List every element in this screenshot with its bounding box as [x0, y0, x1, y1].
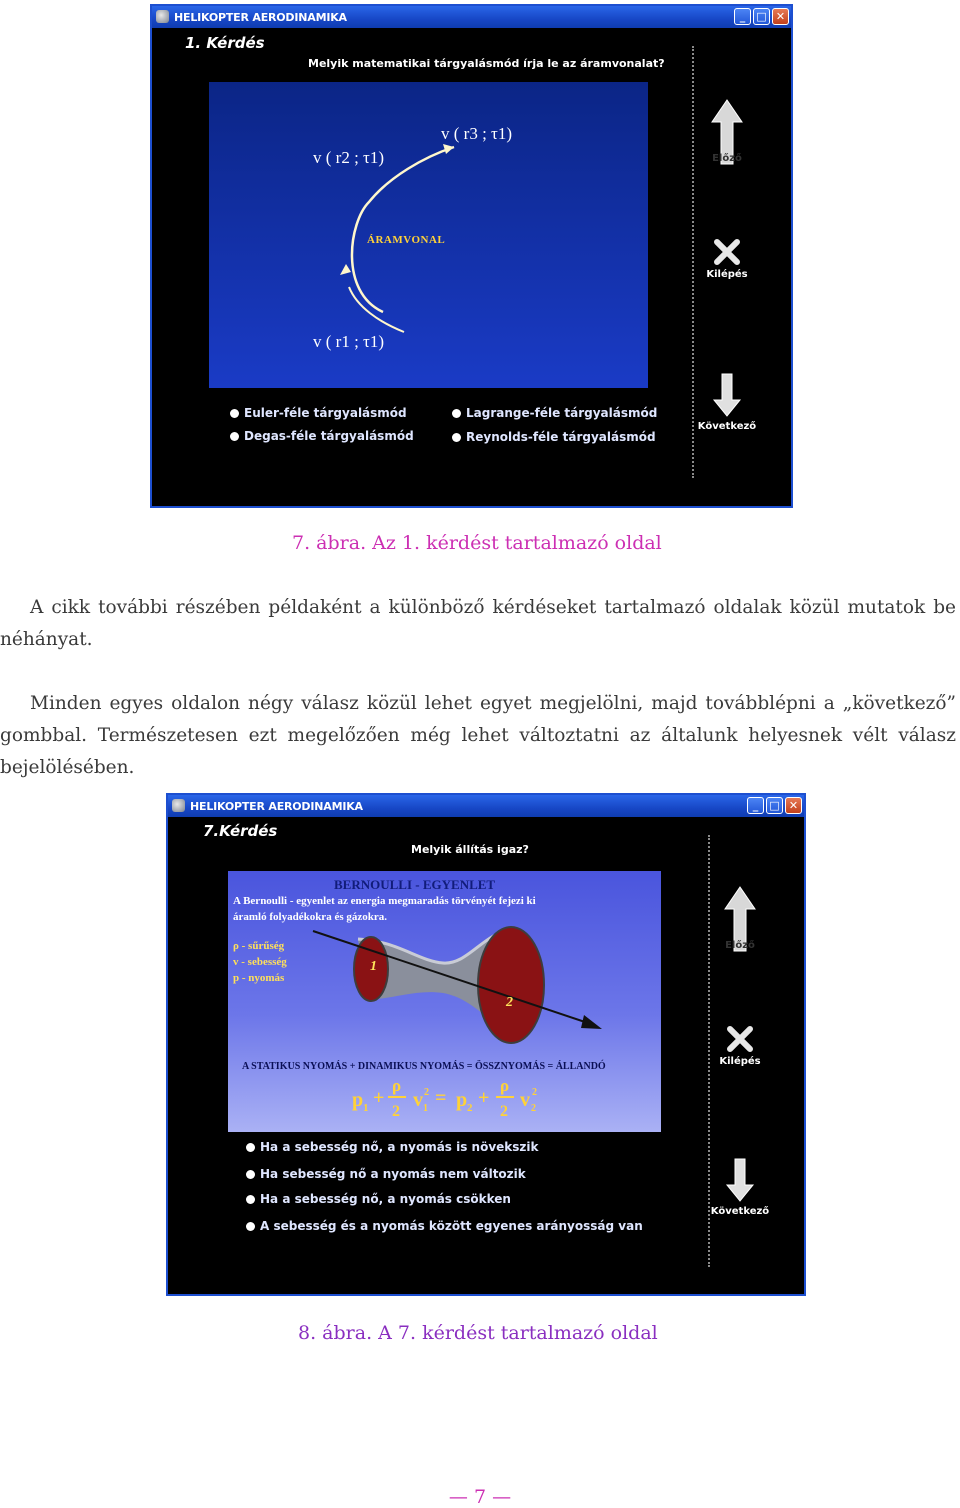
radio-icon[interactable]	[246, 1195, 255, 1204]
radio-icon[interactable]	[246, 1170, 255, 1179]
svg-text:2: 2	[531, 1103, 536, 1114]
radio-icon[interactable]	[230, 409, 239, 418]
answer-option-2[interactable]: Ha sebesség nő a nyomás nem változik	[246, 1167, 526, 1181]
svg-text:p: p	[456, 1089, 468, 1111]
bernoulli-description-2: áramló folyadékokra és gázokra.	[233, 911, 387, 923]
radio-icon[interactable]	[246, 1143, 255, 1152]
minimize-button[interactable]: _	[747, 797, 764, 814]
velocity-label-mid: v ( r2 ; τ1)	[313, 148, 385, 167]
app-icon	[172, 799, 185, 812]
svg-text:2: 2	[532, 1087, 537, 1098]
svg-text:=: =	[435, 1087, 447, 1109]
prev-button[interactable]: Előző	[716, 885, 764, 951]
paragraph-1: A cikk további részében példaként a különböző kérdéseket tartalmazó oldalak közül mutatok be néhányat.	[0, 597, 956, 650]
question-number: 7.Kérdés	[203, 822, 278, 840]
question-number: 1. Kérdés	[185, 34, 265, 52]
figure2-titlebar	[168, 795, 804, 817]
svg-text:ρ: ρ	[392, 1076, 402, 1095]
velocity-label-bottom: v ( r1 ; τ1)	[313, 332, 385, 351]
radio-icon[interactable]	[230, 432, 239, 441]
exit-button[interactable]: Kilépés	[701, 238, 753, 280]
svg-text:1: 1	[423, 1103, 428, 1114]
svg-text:v: v	[520, 1089, 530, 1111]
svg-text:2: 2	[500, 1103, 508, 1120]
svg-text:+: +	[373, 1087, 385, 1109]
svg-text:1: 1	[363, 1102, 369, 1114]
answer-option-4[interactable]: Reynolds-féle tárgyalásmód	[452, 430, 656, 444]
figure2-window-title: HELIKOPTER AERODINAMIKA	[190, 800, 363, 813]
figure1-window	[150, 4, 793, 508]
svg-text:2: 2	[467, 1102, 473, 1114]
arrow-down-icon	[725, 1157, 755, 1203]
figure1-titlebar	[152, 6, 791, 28]
exit-button[interactable]: Kilépés	[714, 1025, 766, 1067]
svg-text:2: 2	[392, 1103, 400, 1120]
answer-option-2[interactable]: Degas-féle tárgyalásmód	[230, 429, 414, 443]
bernoulli-panel	[228, 871, 661, 1132]
paragraph-2: Minden egyes oldalon négy válasz közül lehet egyet megjelölni, majd továbblépni a „következő” gombbal. Természetesen ezt megelőzően még lehet változtatni az általunk helyesnek vélt válasz bejelölésében.	[0, 693, 956, 778]
figure1-caption: 7. ábra. Az 1. kérdést tartalmazó oldal	[292, 532, 662, 554]
bernoulli-formula	[228, 871, 661, 1132]
legend-density: ρ - sűrűség	[233, 940, 285, 952]
svg-text:+: +	[478, 1087, 490, 1109]
nav-divider	[692, 46, 694, 478]
answer-option-1[interactable]: Euler-féle tárgyalásmód	[230, 406, 407, 420]
velocity-label-top: v ( r3 ; τ1)	[441, 124, 513, 143]
svg-text:v: v	[413, 1089, 423, 1111]
question-text: Melyik állítás igaz?	[411, 843, 529, 856]
svg-text:2: 2	[424, 1087, 429, 1098]
legend-velocity: v - sebesség	[233, 956, 287, 968]
radio-icon[interactable]	[452, 433, 461, 442]
section-1-label: 1	[370, 959, 377, 974]
arrow-down-icon	[712, 372, 742, 418]
next-button[interactable]: Következő	[696, 372, 758, 432]
close-button[interactable]: ✕	[772, 8, 789, 25]
streamline-label: ÁRAMVONAL	[367, 234, 446, 246]
bernoulli-description-1: A Bernoulli - egyenlet az energia megmaradás törvényét fejezi ki	[233, 895, 536, 907]
page-number: — 7 —	[448, 1486, 512, 1508]
answer-option-4[interactable]: A sebesség és a nyomás között egyenes arányosság van	[246, 1219, 643, 1233]
svg-text:ρ: ρ	[500, 1076, 510, 1095]
figure2-caption: 8. ábra. A 7. kérdést tartalmazó oldal	[298, 1322, 658, 1344]
legend-pressure: p - nyomás	[233, 972, 285, 984]
minimize-button[interactable]: _	[734, 8, 751, 25]
answer-option-1[interactable]: Ha a sebesség nő, a nyomás is növekszik	[246, 1140, 539, 1154]
radio-icon[interactable]	[246, 1222, 255, 1231]
prev-button[interactable]: Előző	[703, 98, 751, 164]
bernoulli-statement: A STATIKUS NYOMÁS + DINAMIKUS NYOMÁS = ÖSSZNYOMÁS = ÁLLANDÓ	[242, 1061, 606, 1072]
streamline-diagram	[209, 82, 648, 388]
app-icon	[156, 10, 169, 23]
close-x-icon	[724, 1025, 756, 1053]
radio-icon[interactable]	[452, 409, 461, 418]
maximize-button[interactable]: □	[753, 8, 770, 25]
maximize-button[interactable]: □	[766, 797, 783, 814]
next-button[interactable]: Következő	[709, 1157, 771, 1217]
figure1-window-title: HELIKOPTER AERODINAMIKA	[174, 11, 347, 24]
section-2-label: 2	[506, 995, 513, 1010]
close-x-icon	[711, 238, 743, 266]
close-button[interactable]: ✕	[785, 797, 802, 814]
answer-option-3[interactable]: Ha a sebesség nő, a nyomás csökken	[246, 1192, 511, 1206]
bernoulli-title: BERNOULLI - EGYENLET	[334, 877, 496, 892]
question-text: Melyik matematikai tárgyalásmód írja le az áramvonalat?	[308, 57, 665, 70]
figure2-window	[166, 793, 806, 1296]
svg-text:p: p	[352, 1089, 364, 1111]
answer-option-3[interactable]: Lagrange-féle tárgyalásmód	[452, 406, 657, 420]
